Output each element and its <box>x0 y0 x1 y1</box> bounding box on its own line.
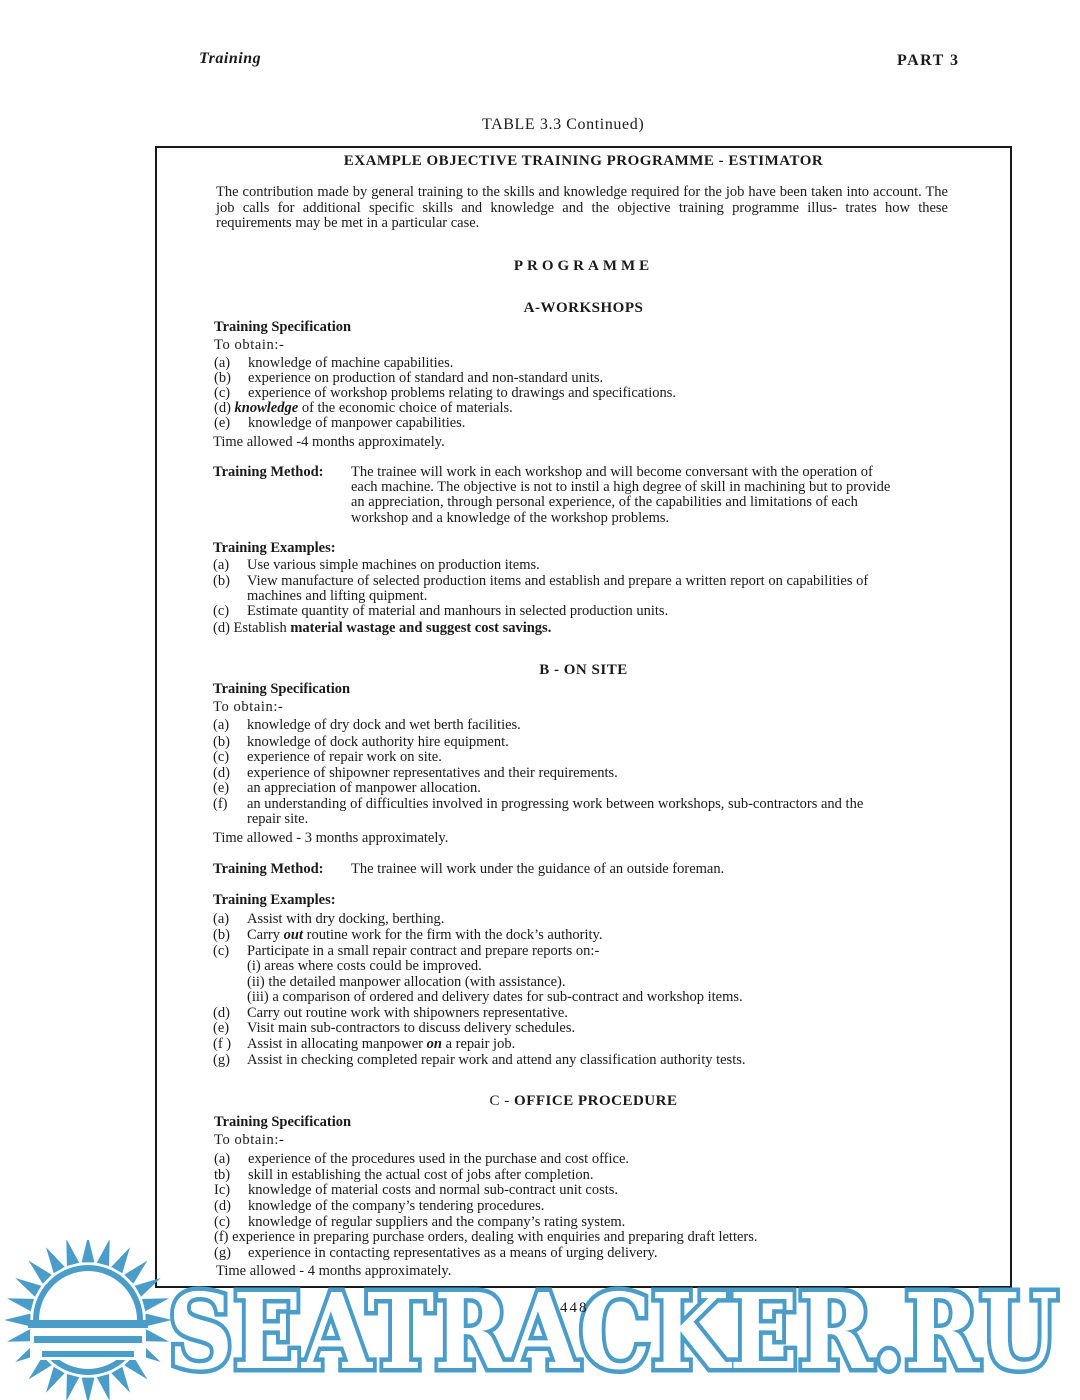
item-marker: Ic) <box>214 1182 231 1198</box>
sub-list-item: (i) areas where costs could be improved. <box>247 958 482 974</box>
item-marker: (b) <box>213 573 230 589</box>
section-c-time: Time allowed - 4 months approximately. <box>216 1263 452 1279</box>
sun-ray <box>46 1367 65 1393</box>
item-marker: (a) <box>213 717 230 733</box>
item-emphasis: knowledge <box>234 400 299 416</box>
item-text: knowledge of regular suppliers and the company’s rating system. <box>248 1214 626 1230</box>
section-c-title <box>157 1094 1010 1109</box>
list-item <box>213 781 481 796</box>
item-marker: (g) <box>214 1245 231 1261</box>
item-text: Assist with dry docking, berthing. <box>247 911 445 927</box>
item-bold-text: material wastage and suggest cost savings. <box>290 620 552 636</box>
list-item <box>214 1215 625 1230</box>
list-item <box>213 621 551 636</box>
item-prefix: (d) Establish <box>213 620 287 636</box>
sun-ray <box>142 1298 169 1311</box>
item-text: experience in contacting representatives as a means of urging delivery. <box>248 1245 658 1261</box>
list-item <box>213 1021 575 1036</box>
sun-ray <box>142 1329 169 1342</box>
item-text: knowledge of dry dock and wet berth facilities. <box>247 717 521 733</box>
list-item <box>213 912 444 927</box>
list-item <box>214 416 465 431</box>
sun-ray <box>135 1278 161 1297</box>
section-a-to-obtain: To obtain:- <box>214 337 285 353</box>
item-text: knowledge of material costs and normal sub-contract unit costs. <box>248 1182 619 1198</box>
sun-ray <box>97 1374 110 1400</box>
item-marker: (a) <box>214 1151 231 1167</box>
list-item <box>213 1053 746 1068</box>
page-number: 448 <box>560 1300 589 1316</box>
section-c-title-prefix: C - <box>489 1093 510 1109</box>
item-marker: (d) <box>213 1005 230 1021</box>
item-marker: (c) <box>213 749 230 765</box>
list-item <box>213 735 509 750</box>
section-a-method-label: Training Method: <box>213 464 324 480</box>
item-text: routine work for the firm with the dock’s authority. <box>302 927 603 943</box>
item-marker: (d) <box>213 765 230 781</box>
item-marker: (f) <box>213 796 228 812</box>
item-text: experience of workshop problems relating to drawings and specifications. <box>248 385 677 401</box>
item-text: knowledge of the company’s tendering procedures. <box>248 1198 545 1214</box>
item-marker: (d) <box>214 400 231 416</box>
item-text: a repair job. <box>441 1036 516 1052</box>
list-item: (f) experience in preparing purchase orders, dealing with enquiries and preparing draft letters. <box>214 1229 758 1245</box>
sun-ray <box>82 1378 95 1400</box>
section-b-examples-label: Training Examples: <box>213 892 336 908</box>
item-text: skill in establishing the actual cost of jobs after completion. <box>248 1167 594 1183</box>
sun-ray <box>7 1298 34 1311</box>
list-item <box>213 766 618 781</box>
list-item <box>213 750 442 765</box>
item-text: experience of shipowner representatives and their requirements. <box>247 765 618 781</box>
section-a-title: A-WORKSHOPS <box>523 300 644 316</box>
watermark-text: SEATRACKER.RU <box>168 1270 1058 1393</box>
method-line: each machine. The objective is not to instil a high degree of skill in machining but to provide <box>351 479 891 495</box>
sun-ray <box>7 1329 34 1342</box>
section-b-time: Time allowed - 3 months approximately. <box>213 830 449 846</box>
table-title: TABLE 3.3 Continued) <box>482 116 645 133</box>
section-c-spec-label: Training Specification <box>214 1114 352 1130</box>
sun-ray <box>66 1240 79 1266</box>
sub-list-item: (ii) the detailed manpower allocation (with assistance). <box>247 974 566 990</box>
item-text: Use various simple machines on production items. <box>247 557 540 573</box>
sun-ray <box>111 1247 130 1273</box>
item-marker: (c) <box>213 603 230 619</box>
item-text: repair site. <box>247 811 309 827</box>
list-item <box>213 558 540 573</box>
item-marker: (c) <box>213 943 230 959</box>
section-a-spec-label: Training Specification <box>214 319 352 335</box>
item-text: Participate in a small repair contract and prepare reports on:- <box>247 943 600 959</box>
item-marker: (c) <box>214 385 231 401</box>
item-text: Visit main sub-contractors to discuss delivery schedules. <box>247 1020 576 1036</box>
method-line: an appreciation, through personal experience, of the capabilities and limitations of each <box>351 494 858 510</box>
running-head-left: Training <box>199 50 262 67</box>
list-item <box>213 944 599 959</box>
list-item <box>214 1199 544 1214</box>
item-text: experience of repair work on site. <box>247 749 442 765</box>
sun-ray <box>29 1261 52 1284</box>
sun-ray <box>66 1374 79 1400</box>
list-item <box>213 574 868 589</box>
item-prefix: Carry <box>247 927 284 943</box>
item-text: experience on production of standard and non-standard units. <box>248 370 604 386</box>
section-c-to-obtain: To obtain:- <box>214 1132 285 1148</box>
section-a-examples-label: Training Examples: <box>213 540 336 556</box>
sun-ray <box>111 1367 130 1393</box>
item-marker: tb) <box>214 1167 231 1183</box>
item-marker: (f ) <box>213 1036 232 1052</box>
list-item <box>214 356 453 371</box>
list-item <box>214 401 513 416</box>
section-b-title: B - ON SITE <box>539 662 628 678</box>
item-marker: (c) <box>214 1214 231 1230</box>
box-heading: EXAMPLE OBJECTIVE TRAINING PROGRAMME - ESTIMATOR <box>343 153 824 169</box>
item-text: Carry out routine work with shipowners representative. <box>247 1005 568 1021</box>
section-b-method-label: Training Method: <box>213 861 324 877</box>
item-text: knowledge of dock authority hire equipment. <box>247 734 509 750</box>
sun-ray <box>82 1240 95 1262</box>
intro-paragraph: The contribution made by general training to the skills and knowledge required for the job have been taken into account. The job calls for additional specific skills and knowledge and the objective training programme illus- trates how these requirements may be met in a particular case. <box>216 184 948 231</box>
list-item <box>214 386 676 401</box>
list-item <box>213 1006 568 1021</box>
item-text: knowledge of machine capabilities. <box>248 355 454 371</box>
section-b-spec-label: Training Specification <box>213 681 351 697</box>
section-a-time: Time allowed -4 months approximately. <box>213 434 445 450</box>
item-marker: (e) <box>213 1020 230 1036</box>
list-item <box>214 1152 629 1167</box>
sub-list-item: (iii) a comparison of ordered and delivery dates for sub-contract and workshop items. <box>247 989 743 1005</box>
programme-heading: PROGRAMME <box>513 258 654 274</box>
method-line: workshop and a knowledge of the workshop problems. <box>351 510 670 526</box>
method-line: The trainee will work under the guidance of an outside foreman. <box>351 861 725 877</box>
running-head-right: PART 3 <box>897 52 960 69</box>
method-line: The trainee will work in each workshop and will become conversant with the operation of <box>351 464 873 480</box>
list-item <box>213 797 863 812</box>
item-marker: (b) <box>213 734 230 750</box>
list-item <box>214 371 603 386</box>
item-text: machines and lifting quipment. <box>247 588 428 604</box>
sun-icon <box>4 1240 172 1400</box>
item-marker: (e) <box>214 415 231 431</box>
item-emphasis: out <box>283 927 303 943</box>
item-marker: (a) <box>213 557 230 573</box>
list-item <box>213 718 521 733</box>
sun-ray <box>4 1314 30 1327</box>
item-marker: (g) <box>213 1052 230 1068</box>
item-prefix: Assist in allocating manpower <box>247 1036 427 1052</box>
item-marker: (a) <box>213 911 230 927</box>
item-emphasis: on <box>426 1036 442 1052</box>
list-item <box>214 1183 618 1198</box>
sun-ray <box>46 1247 65 1273</box>
list-item <box>213 812 308 827</box>
sun-ray <box>124 1261 147 1284</box>
watermark <box>0 1240 1080 1400</box>
item-text: an understanding of difficulties involved in progressing work between workshops, sub-contractors and the <box>247 796 864 812</box>
item-text: View manufacture of selected production items and establish and prepare a written report on capabilities of <box>247 573 869 589</box>
item-marker: (b) <box>214 370 231 386</box>
item-marker: (a) <box>214 355 231 371</box>
list-item <box>213 928 602 943</box>
item-text: experience of the procedures used in the purchase and cost office. <box>248 1151 630 1167</box>
item-text: Assist in checking completed repair work and attend any classification authority tests. <box>247 1052 746 1068</box>
item-text: Estimate quantity of material and manhours in selected production units. <box>247 603 669 619</box>
sun-ray <box>97 1240 110 1266</box>
item-text: of the economic choice of materials. <box>298 400 513 416</box>
item-text: an appreciation of manpower allocation. <box>247 780 481 796</box>
sun-ray <box>15 1278 41 1297</box>
list-item <box>214 1168 594 1183</box>
item-marker: (b) <box>213 927 230 943</box>
item-marker: (d) <box>214 1198 231 1214</box>
list-item <box>213 604 668 619</box>
section-b-to-obtain: To obtain:- <box>213 699 284 715</box>
item-marker: (e) <box>213 780 230 796</box>
item-text: knowledge of manpower capabilities. <box>248 415 466 431</box>
list-item <box>213 589 427 604</box>
section-c-title-bold: OFFICE PROCEDURE <box>514 1093 678 1109</box>
list-item <box>213 1037 515 1052</box>
